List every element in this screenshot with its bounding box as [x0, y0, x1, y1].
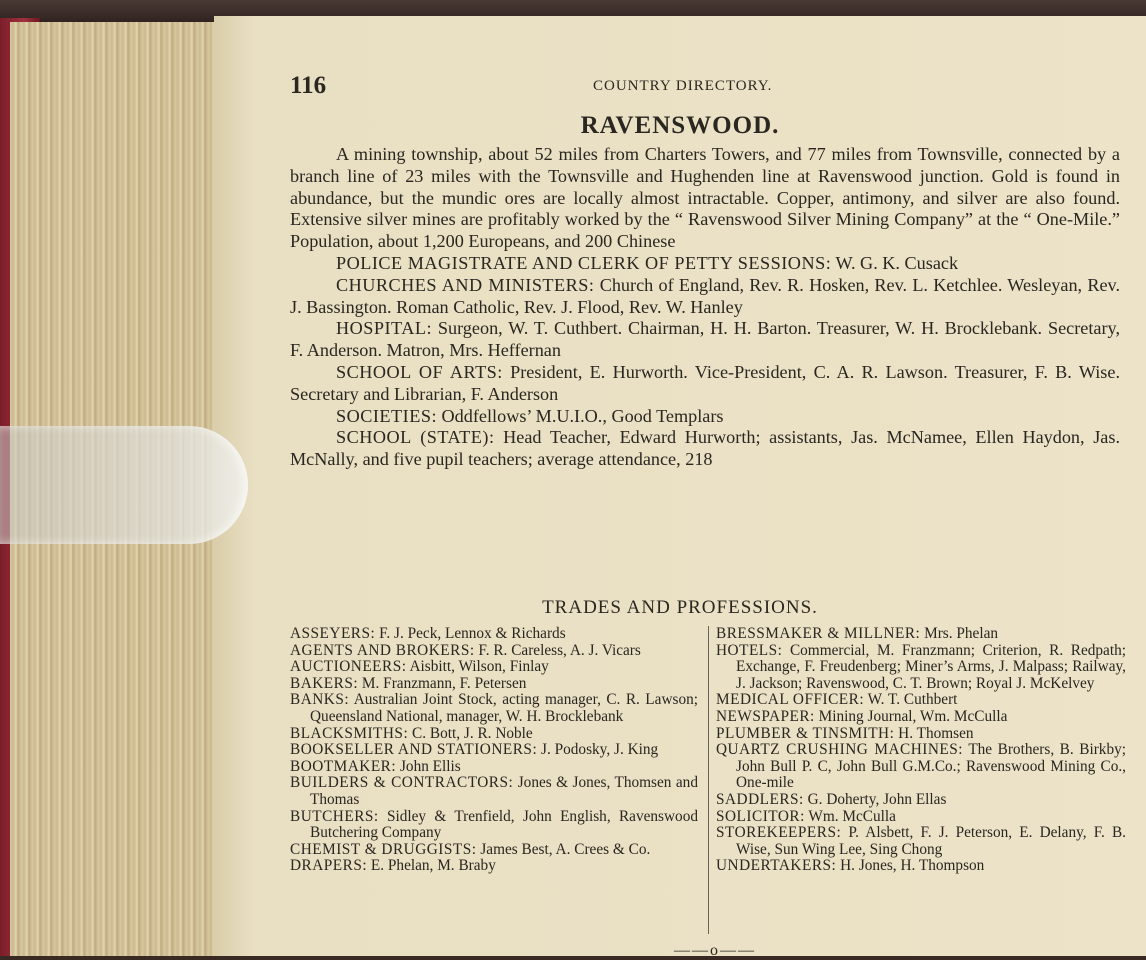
section-head: POLICE MAGISTRATE AND CLERK OF PETTY SESSIONS:: [336, 252, 832, 273]
trade-entry: [716, 726, 1126, 743]
trade-head: DRAPERS:: [290, 857, 368, 875]
trade-text: H. Jones, H. Thompson: [836, 857, 985, 875]
trade-entry: [716, 709, 1126, 726]
trade-text: F. J. Peck, Lennox & Richards: [375, 625, 566, 642]
trade-text: Sidley & Trenfield, John English, Ravenswood Butchering Company: [310, 807, 698, 842]
trade-head: SOLICITOR:: [716, 807, 805, 825]
trade-entry: [290, 809, 698, 842]
section-head: HOSPITAL:: [336, 318, 433, 339]
trade-entry: [716, 809, 1126, 826]
town-description: [290, 144, 1120, 471]
trade-text: Mining Journal, Wm. McCulla: [814, 707, 1008, 725]
trade-head: PLUMBER & TINSMITH:: [716, 724, 895, 742]
end-ornament: ——o——: [674, 942, 756, 959]
trade-text: Jones & Jones, Thomsen and Thomas: [310, 774, 698, 808]
trade-head: BUILDERS & CONTRACTORS:: [290, 774, 514, 792]
trade-text: John Ellis: [396, 757, 461, 775]
trade-entry: [716, 792, 1126, 809]
trade-entry: [290, 692, 698, 725]
trade-entry: [290, 626, 698, 643]
trade-entry: [290, 759, 698, 776]
section-police: [290, 253, 1120, 275]
trade-head: AGENTS AND BROKERS:: [290, 641, 475, 659]
section-text: Church of England, Rev. R. Hosken, Rev. L. Ketchlee. Wesleyan, Rev. J. Bassington. Roman Catholic, Rev. J. Flood, Rev. W. Hanley: [290, 274, 1120, 317]
trade-text: James Best, A. Crees & Co.: [476, 840, 651, 858]
section-state-school: [290, 427, 1120, 471]
trade-head: BUTCHERS:: [290, 807, 379, 825]
trade-entry: [716, 742, 1126, 792]
trades-left-column: [290, 626, 698, 875]
section-societies: [290, 406, 1120, 428]
section-churches: [290, 275, 1120, 319]
trade-text: Commercial, M. Franzmann; Criterion, R. Redpath; Exchange, F. Freudenberg; Miner’s Arms, J. Malpass; Railway, J. Jackson; Ravenswood, C. T. Brown; Royal J. McKelvey: [736, 641, 1126, 692]
section-head: SCHOOL OF ARTS:: [336, 361, 503, 382]
page-clip: [0, 426, 248, 544]
trades-title: TRADES AND PROFESSIONS.: [542, 597, 818, 618]
trade-text: G. Doherty, John Ellas: [803, 790, 947, 808]
trade-head: BAKERS:: [290, 674, 359, 692]
trade-head: SADDLERS:: [716, 790, 804, 808]
trade-text: E. Phelan, M. Braby: [367, 857, 496, 875]
trade-text: C. Bott, J. R. Noble: [408, 724, 533, 742]
trade-text: Australian Joint Stock, acting manager, C. R. Lawson; Queensland National, manager, W. H. Brocklebank: [310, 691, 698, 725]
intro-paragraph: A mining township, about 52 miles from Charters Towers, and 77 miles from Townsville, connected by a branch line of 23 miles with the Townsville and Hughenden line at Ravenswood junction. Gold is found in abundance, but the mundic ores are locally almost intractable. Copper, antimony, and silver are also found. Extensive silver mines are profitably worked by the “ Ravenswood Silver Mining Company” at the “ One-Mile.” Population, about 1,200 Europeans, and 200 Chinese: [290, 144, 1120, 252]
directory-page: [214, 16, 1146, 959]
trade-head: BRESSMAKER & MILLNER:: [716, 625, 921, 642]
section-text: President, E. Hurworth. Vice-President, C. A. R. Lawson. Treasurer, F. B. Wise. Secretary and Librarian, F. Anderson: [290, 361, 1120, 404]
trade-entry: [290, 726, 698, 743]
trade-entry: [290, 643, 698, 660]
trade-head: QUARTZ CRUSHING MACHINES:: [716, 741, 964, 759]
trade-text: J. Podosky, J. King: [537, 741, 659, 759]
trade-head: ASSEYERS:: [290, 625, 376, 642]
page-number: 116: [290, 72, 327, 99]
trades-right-column: [716, 626, 1126, 875]
trade-head: BOOKSELLER AND STATIONERS:: [290, 741, 538, 759]
trade-entry: [290, 858, 698, 875]
section-text: Surgeon, W. T. Cuthbert. Chairman, H. H. Barton. Treasurer, W. H. Brocklebank. Secretary, F. Anderson. Matron, Mrs. Heffernan: [290, 318, 1120, 361]
trade-entry: [290, 742, 698, 759]
trade-entry: [290, 659, 698, 676]
trade-head: NEWSPAPER:: [716, 707, 815, 725]
trade-entry: [290, 842, 698, 859]
section-text: Oddfellows’ M.U.I.O., Good Templars: [437, 405, 724, 426]
town-title: RAVENSWOOD.: [580, 112, 780, 139]
trade-entry: [716, 626, 1126, 643]
trade-text: W. T. Cuthbert: [864, 691, 958, 709]
trade-text: F. R. Careless, A. J. Vicars: [474, 641, 641, 659]
trade-text: M. Franzmann, F. Petersen: [358, 674, 527, 692]
section-text: Head Teacher, Edward Hurworth; assistants, Jas. McNamee, Ellen Haydon, Jas. McNally, and five pupil teachers; average attendance, 218: [290, 427, 1120, 470]
trade-head: BLACKSMITHS:: [290, 724, 409, 742]
trade-text: Wm. McCulla: [804, 807, 896, 825]
trade-head: MEDICAL OFFICER:: [716, 691, 865, 709]
trade-entry: [716, 692, 1126, 709]
trade-text: P. Alsbett, F. J. Peterson, E. Delany, F. B. Wise, Sun Wing Lee, Sing Chong: [736, 824, 1126, 858]
section-school-of-arts: [290, 362, 1120, 406]
page-header: [290, 72, 1120, 106]
trade-head: BANKS:: [290, 691, 350, 709]
section-hospital: [290, 318, 1120, 362]
section-head: CHURCHES AND MINISTERS:: [336, 274, 595, 295]
trade-entry: [716, 825, 1126, 858]
trade-head: BOOTMAKER:: [290, 757, 397, 775]
trade-head: CHEMIST & DRUGGISTS:: [290, 840, 477, 858]
section-text: W. G. K. Cusack: [831, 252, 959, 273]
trade-entry: [716, 643, 1126, 693]
trade-head: AUCTIONEERS:: [290, 658, 407, 676]
section-head: SOCIETIES:: [336, 405, 437, 426]
trade-entry: [716, 858, 1126, 875]
trade-head: HOTELS:: [716, 641, 783, 659]
running-head: COUNTRY DIRECTORY.: [593, 78, 773, 94]
trade-entry: [290, 775, 698, 808]
trade-text: The Brothers, B. Birkby; John Bull P. C, John Bull G.M.Co.; Ravenswood Mining Co., One-mile: [736, 741, 1126, 792]
trade-head: UNDERTAKERS:: [716, 857, 837, 875]
column-divider: [708, 626, 709, 934]
section-head: SCHOOL (STATE):: [336, 427, 495, 448]
trade-text: Mrs. Phelan: [920, 625, 999, 642]
trade-entry: [290, 676, 698, 693]
trade-text: Aisbitt, Wilson, Finlay: [406, 658, 549, 676]
trade-text: H. Thomsen: [894, 724, 974, 742]
trade-head: STOREKEEPERS:: [716, 824, 842, 842]
